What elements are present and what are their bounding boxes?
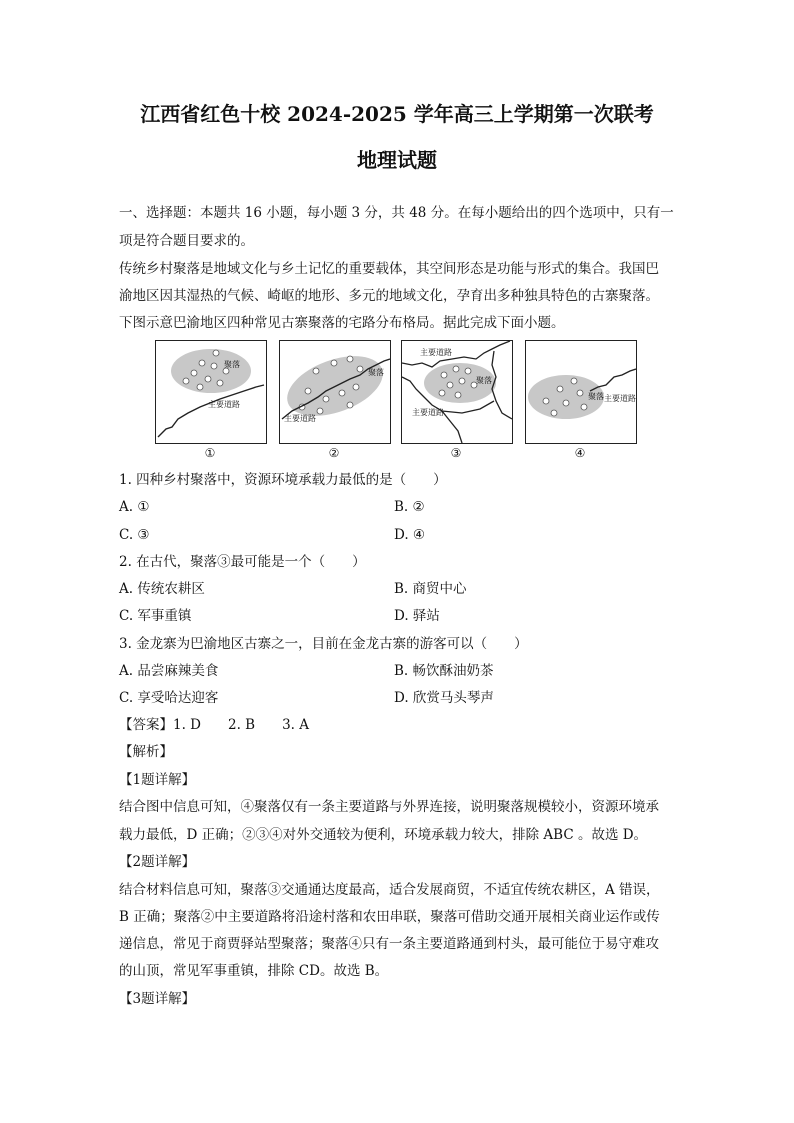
passage-line: 传统乡村聚落是地域文化与乡土记忆的重要载体，其空间形态是功能与形式的集合。我国巴: [119, 261, 659, 277]
question-stem: 3. 金龙寨为巴渝地区古寨之一，目前在金龙古寨的游客可以（ ）: [119, 636, 528, 652]
passage-line: 渝地区因其湿热的气候、崎岖的地形、多元的地域文化，孕育出多种独具特色的古寨聚落。: [119, 288, 659, 304]
question-stem: 2. 在古代，聚落③最可能是一个（ ）: [119, 554, 366, 570]
settlement-label: 聚落: [588, 392, 604, 401]
option: B. ②: [394, 499, 425, 515]
option: B. 商贸中心: [394, 581, 467, 597]
figure-number-4: ④: [574, 446, 586, 460]
road-label: 主要道路: [284, 414, 316, 423]
instruction-line: 一、选择题：本题共 16 小题，每小题 3 分，共 48 分。在每小题给出的四个选项中，只有一: [119, 205, 674, 221]
analysis-line: 载力最低，D 正确；②③④对外交通较为便利，环境承载力较大，排除 ABC 。故选 D。: [119, 827, 648, 843]
analysis-line: 结合图中信息可知，④聚落仅有一条主要道路与外界连接，说明聚落规模较小，资源环境承: [119, 799, 659, 815]
exam-subtitle: 地理试题: [357, 148, 437, 172]
option: C. 享受哈达迎客: [119, 690, 219, 706]
option: B. 畅饮酥油奶茶: [394, 663, 494, 679]
answer-line: 【答案】1. D 2. B 3. A: [119, 717, 310, 733]
road-label: 主要道路: [412, 408, 444, 417]
instruction-line: 项是符合题目要求的。: [119, 233, 254, 249]
analysis-line: 的山顶，常见军事重镇，排除 CD。故选 B。: [119, 963, 389, 979]
question-stem: 1. 四种乡村聚落中，资源环境承载力最低的是（ ）: [119, 472, 447, 488]
analysis-heading: 【解析】: [119, 744, 173, 760]
road-label: 主要道路: [420, 348, 452, 357]
option: D. ④: [394, 527, 426, 543]
settlement-diagram-2: [279, 340, 391, 444]
analysis-line: 结合材料信息可知，聚落③交通通达度最高，适合发展商贸，不适宜传统农耕区，A 错误，: [119, 882, 660, 898]
figure-number-3: ③: [450, 446, 462, 460]
passage-line: 下图示意巴渝地区四种常见古寨聚落的宅路分布格局。据此完成下面小题。: [119, 315, 565, 331]
option: C. ③: [119, 527, 150, 543]
settlement-label: 聚落: [368, 368, 384, 377]
option: D. 驿站: [394, 608, 440, 624]
q2-analysis-heading: 【2题详解】: [119, 854, 196, 870]
settlement-figure: [155, 340, 645, 460]
exam-title: 江西省红色十校 2024-2025 学年高三上学期第一次联考: [140, 102, 654, 126]
settlement-diagram-1: [155, 340, 267, 444]
analysis-line: 递信息，常见于商贾驿站型聚落；聚落④只有一条主要道路通到村头，最可能位于易守难攻: [119, 936, 659, 952]
option: C. 军事重镇: [119, 608, 192, 624]
analysis-line: B 正确；聚落②中主要道路将沿途村落和农田串联，聚落可借助交通开展相关商业运作或传: [119, 909, 660, 925]
q3-analysis-heading: 【3题详解】: [119, 991, 196, 1007]
settlement-label: 聚落: [224, 360, 240, 369]
option: A. ①: [119, 499, 150, 515]
figure-number-2: ②: [328, 446, 340, 460]
q1-analysis-heading: 【1题详解】: [119, 772, 196, 788]
road-label: 主要道路: [604, 394, 636, 403]
settlement-diagram-3: [401, 340, 513, 444]
option: A. 品尝麻辣美食: [119, 663, 219, 679]
option: D. 欣赏马头琴声: [394, 690, 494, 706]
road-label: 主要道路: [208, 400, 240, 409]
figure-number-1: ①: [204, 446, 216, 460]
option: A. 传统农耕区: [119, 581, 205, 597]
settlement-label: 聚落: [476, 376, 492, 385]
settlement-diagram-4: [525, 340, 637, 444]
